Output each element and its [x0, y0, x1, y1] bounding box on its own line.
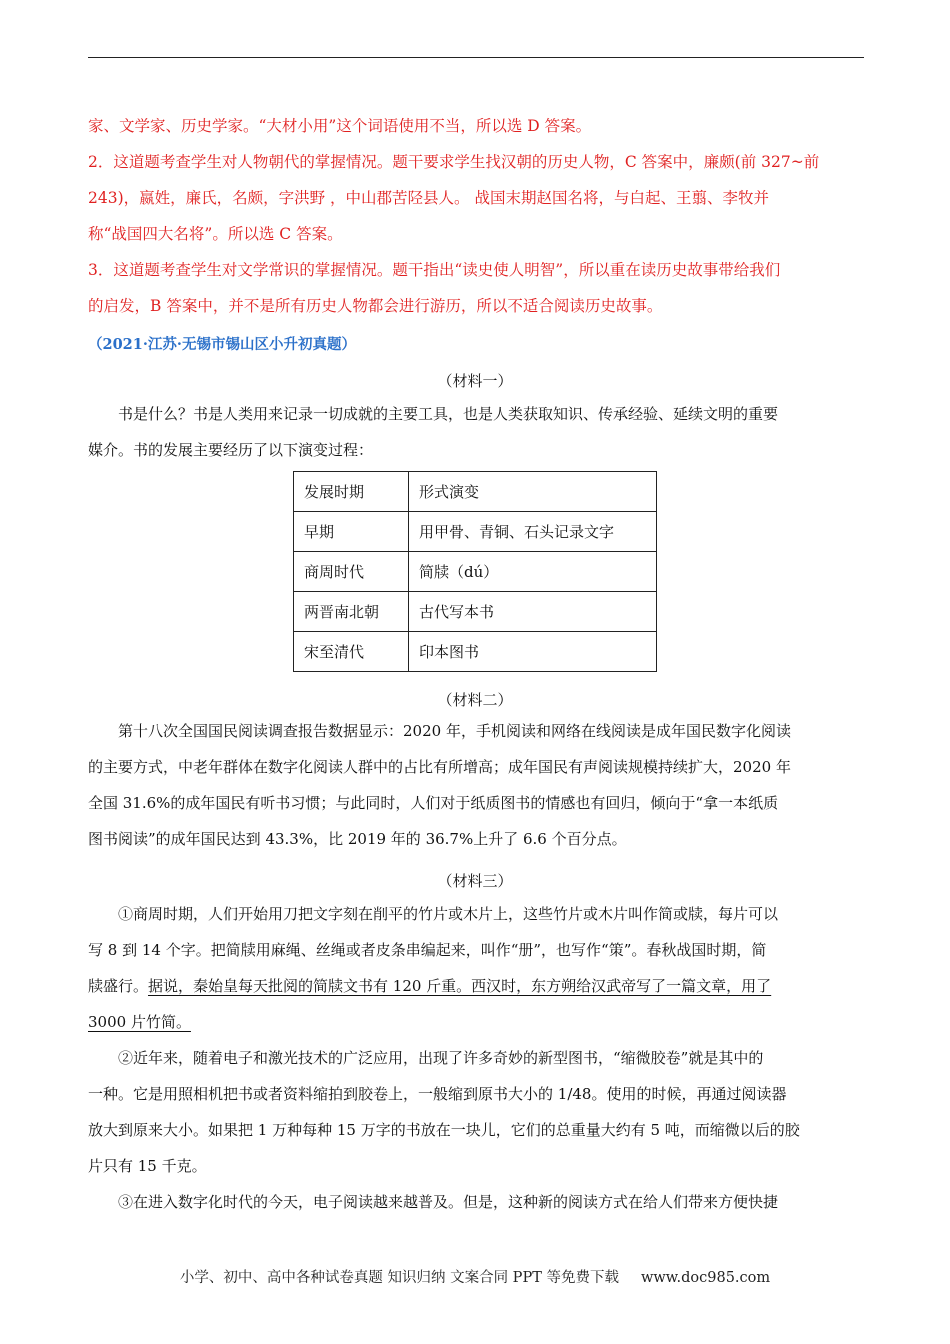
material-3-p3-line-1: ③在进入数字化时代的今天，电子阅读越来越普及。但是，这种新的阅读方式在给人们带来方便快捷 [118, 1193, 779, 1211]
answer-line-0: 家、文学家、历史学家。“大材小用”这个词语使用不当，所以选 D 答案。 [88, 117, 592, 135]
material-1-text [88, 396, 861, 468]
material-3-p1-line-1: ①商周时期，人们开始用刀把文字刻在削平的竹片或木片上，这些竹片或木片叫作简或牍，每片可以 [118, 905, 779, 923]
table-cell-form: 印本图书 [409, 632, 657, 672]
page-footer [0, 1266, 950, 1287]
material-2-text [88, 713, 861, 857]
footer-text: 小学、初中、高中各种试卷真题 知识归纳 文案合同 PPT 等免费下载 [179, 1270, 619, 1286]
table-row [294, 552, 657, 592]
underlined-sentence: 据说，秦始皇每天批阅的简牍文书有 120 斤重。西汉时，东方朔给汉武帝写了一篇文章，用了 [148, 977, 772, 995]
material-3-p1-line-2: 写 8 到 14 个字。把简牍用麻绳、丝绳或者皮条串编起来，叫作“册”，也写作“策”。春秋战国时期，简 [88, 941, 767, 959]
material-2-line-3: 全国 31.6%的成年国民有听书习惯；与此同时，人们对于纸质图书的情感也有回归，倾向于“拿一本纸质 [88, 794, 779, 812]
material-3-title: （材料三） [437, 872, 513, 890]
question-source: （2021·江苏·无锡市锡山区小升初真题） [88, 336, 356, 353]
answer-explanations [88, 108, 864, 324]
material-3-p1-line-3-plain: 牍盛行。 [88, 977, 149, 995]
material-3-p1-line-3 [88, 968, 861, 1004]
book-evolution-table [293, 471, 657, 672]
answer-3-line-2: 的启发，B 答案中，并不是所有历史人物都会进行游历，所以不适合阅读历史故事。 [88, 297, 663, 315]
footer-url[interactable]: www.doc985.com [640, 1270, 771, 1286]
material-3-p2-line-4: 片只有 15 千克。 [88, 1157, 207, 1175]
material-1-line-1: 书是什么？书是人类用来记录一切成就的主要工具，也是人类获取知识、传承经验、延续文明的重要 [118, 405, 779, 423]
material-2-line-4: 图书阅读”的成年国民达到 43.3%，比 2019 年的 36.7%上升了 6.6 个百分点。 [88, 830, 627, 848]
table-row [294, 632, 657, 672]
material-3-p2-line-2: 一种。它是用照相机把书或者资料缩拍到胶卷上，一般缩到原书大小的 1/48。使用的时候，再通过阅读器 [88, 1085, 787, 1103]
material-3-text [88, 896, 861, 1220]
table-row [294, 592, 657, 632]
table-header-row [294, 472, 657, 512]
table-cell-form: 古代写本书 [409, 592, 657, 632]
material-3-p2-line-3: 放大到原来大小。如果把 1 万种每种 15 万字的书放在一块儿，它们的总重量大约有 5 吨，而缩微以后的胶 [88, 1121, 800, 1139]
answer-2-line-2: 243)，嬴姓，廉氏，名颇，字洪野 ，中山郡苦陉县人。 战国末期赵国名将，与白起、王翦、李牧并 [88, 189, 769, 207]
answer-3-line-1: 3．这道题考查学生对文学常识的掌握情况。题干指出“读史使人明智”，所以重在读历史故事带给我们 [88, 261, 781, 279]
material-3-p2-line-1: ②近年来，随着电子和激光技术的广泛应用，出现了许多奇妙的新型图书，“缩微胶卷”就是其中的 [118, 1049, 764, 1067]
material-3-p1-line-4 [88, 1004, 861, 1040]
table-cell-form: 用甲骨、青铜、石头记录文字 [409, 512, 657, 552]
answer-2-line-1: 2．这道题考查学生对人物朝代的掌握情况。题干要求学生找汉朝的历史人物，C 答案中，廉颇(前 327~前 [88, 153, 820, 171]
table-cell-period: 宋至清代 [294, 632, 409, 672]
table-cell-period: 早期 [294, 512, 409, 552]
answer-2-line-3: 称“战国四大名将”。所以选 C 答案。 [88, 225, 343, 243]
header-rule [88, 57, 864, 58]
table-cell-form: 简牍（dú） [409, 552, 657, 592]
underlined-sentence-end: 3000 片竹简。 [88, 1013, 191, 1031]
table-row [294, 512, 657, 552]
table-cell-period: 两晋南北朝 [294, 592, 409, 632]
material-1-line-2: 媒介。书的发展主要经历了以下演变过程： [88, 441, 374, 459]
material-2-title: （材料二） [437, 691, 513, 709]
material-2-line-1: 第十八次全国国民阅读调查报告数据显示：2020 年，手机阅读和网络在线阅读是成年国民数字化阅读 [118, 722, 791, 740]
material-2-line-2: 的主要方式，中老年群体在数字化阅读人群中的占比有所增高；成年国民有声阅读规模持续扩大，2020 年 [88, 758, 791, 776]
table-cell-form: 形式演变 [409, 472, 657, 512]
table-cell-period: 商周时代 [294, 552, 409, 592]
material-1-title: （材料一） [437, 372, 513, 390]
table-cell-period: 发展时期 [294, 472, 409, 512]
